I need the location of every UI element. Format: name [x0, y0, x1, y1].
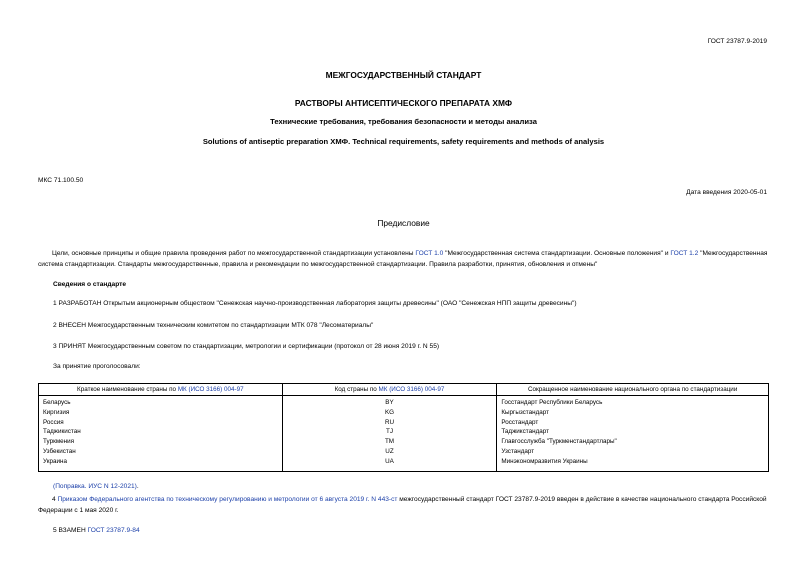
code-cell: TM [282, 437, 497, 447]
item-3-adopted-by: 3 ПРИНЯТ Межгосударственным советом по стандартизации, метрологии и сертификации (протокол от 28 июня 2019 г. N 55) [53, 343, 440, 350]
item-4-prefix: 4 [52, 496, 58, 503]
amendment-suffix: . [136, 483, 139, 490]
country-cell: Россия [39, 418, 283, 428]
column-header-country-text: Краткое наименование страны по [77, 385, 178, 393]
intro-text-3: "Межгосударственная система стандартизации. Стандарты межгосударственные, правила и рекомендации по межгосударственной стандартизации. Правила разработки, принятия, обновления и отмены" [38, 250, 768, 268]
standard-title-en: Solutions of antiseptic preparation ХМФ. Technical requirements, safety requirements and methods of analysis [202, 137, 605, 146]
intro-text-1: Цели, основные принципы и общие правила проведения работ по межгосударственной стандартизации установлены [52, 250, 416, 257]
mk-iso-3166-link[interactable]: МК (ИСО 3166) 004-97 [378, 385, 445, 393]
body-cell: Главгосслужба "Туркменстандартлары" [497, 437, 769, 447]
body-cell: Таджикстандарт [497, 427, 769, 437]
column-header-code-text: Код страны по [334, 385, 379, 393]
voting-states-table [38, 383, 769, 472]
rosstandart-order-link[interactable]: Приказом Федерального агентства по техническому регулированию и метрологии от 6 августа 2019 г. N 443-ст [57, 496, 398, 503]
voted-for-label: За принятие проголосовали: [53, 363, 141, 370]
code-cell: BY [282, 396, 497, 408]
country-cell: Туркмения [39, 437, 283, 447]
country-cell: Киргизия [39, 408, 283, 418]
body-cell: Росстандарт [497, 418, 769, 428]
foreword-heading: Предисловие [377, 218, 430, 228]
country-cell: Таджикистан [39, 427, 283, 437]
code-cell: RU [282, 418, 497, 428]
body-cell: Госстандарт Республики Беларусь [497, 396, 769, 408]
code-cell: UZ [282, 447, 497, 457]
item-5-replaces [53, 527, 140, 535]
body-cell: Кыргызстандарт [497, 408, 769, 418]
body-cell: Узстандарт [497, 447, 769, 457]
document-code: ГОСТ 23787.9-2019 [707, 38, 767, 45]
table-row [39, 408, 769, 418]
table-row [39, 396, 769, 408]
table-row [39, 418, 769, 428]
country-cell: Украина [39, 457, 283, 471]
item-4-text: межгосударственный стандарт ГОСТ 23787.9-2019 введен в действие в качестве национального стандарта Российской Федерации с 1 мая 2020 г. [38, 496, 767, 514]
item-5-prefix: 5 ВЗАМЕН [53, 527, 88, 534]
standard-title-ru: РАСТВОРЫ АНТИСЕПТИЧЕСКОГО ПРЕПАРАТА ХМФ [294, 98, 513, 108]
table-row [39, 457, 769, 471]
standard-type-heading: МЕЖГОСУДАРСТВЕННЫЙ СТАНДАРТ [325, 70, 482, 80]
introduction-date: Дата введения 2020-05-01 [686, 189, 767, 196]
country-cell: Беларусь [39, 396, 283, 408]
amendment-link[interactable]: (Поправка. ИУС N 12-2021) [53, 483, 137, 490]
gost-1-2-link[interactable]: ГОСТ 1.2 [670, 250, 699, 257]
table-row [39, 437, 769, 447]
table-header-row [39, 384, 769, 396]
column-header-body: Сокращенное наименование национального органа по стандартизации [497, 384, 769, 396]
body-cell: Минэкономразвития Украины [497, 457, 769, 471]
code-cell: UA [282, 457, 497, 471]
item-1-developed-by: 1 РАЗРАБОТАН Открытым акционерным обществом "Сенежская научно-производственная лаборатория защиты древесины" (ОАО "Сенежская НПП защиты древесины") [53, 300, 577, 307]
mk-iso-3166-link[interactable]: МК (ИСО 3166) 004-97 [177, 385, 244, 393]
code-cell: TJ [282, 427, 497, 437]
mks-code: МКС 71.100.50 [38, 177, 84, 184]
column-header-code [282, 384, 497, 396]
gost-1-0-link[interactable]: ГОСТ 1.0 [415, 250, 444, 257]
column-header-country [39, 384, 283, 396]
gost-23787-9-84-link[interactable]: ГОСТ 23787.9-84 [87, 527, 140, 534]
standard-subtitle-ru: Технические требования, требования безопасности и методы анализа [270, 117, 537, 126]
standard-info-heading: Сведения о стандарте [53, 281, 127, 288]
amendment-note [53, 483, 139, 491]
table-row [39, 427, 769, 437]
intro-text-2: "Межгосударственная система стандартизации. Основные положения" и [443, 250, 671, 257]
item-4-enacted-by [38, 494, 774, 516]
foreword-intro-paragraph [38, 248, 774, 270]
table-row [39, 447, 769, 457]
item-2-submitted-by: 2 ВНЕСЕН Межгосударственным техническим комитетом по стандартизации МТК 078 "Лесоматериалы" [53, 322, 374, 329]
country-cell: Узбекистан [39, 447, 283, 457]
code-cell: KG [282, 408, 497, 418]
